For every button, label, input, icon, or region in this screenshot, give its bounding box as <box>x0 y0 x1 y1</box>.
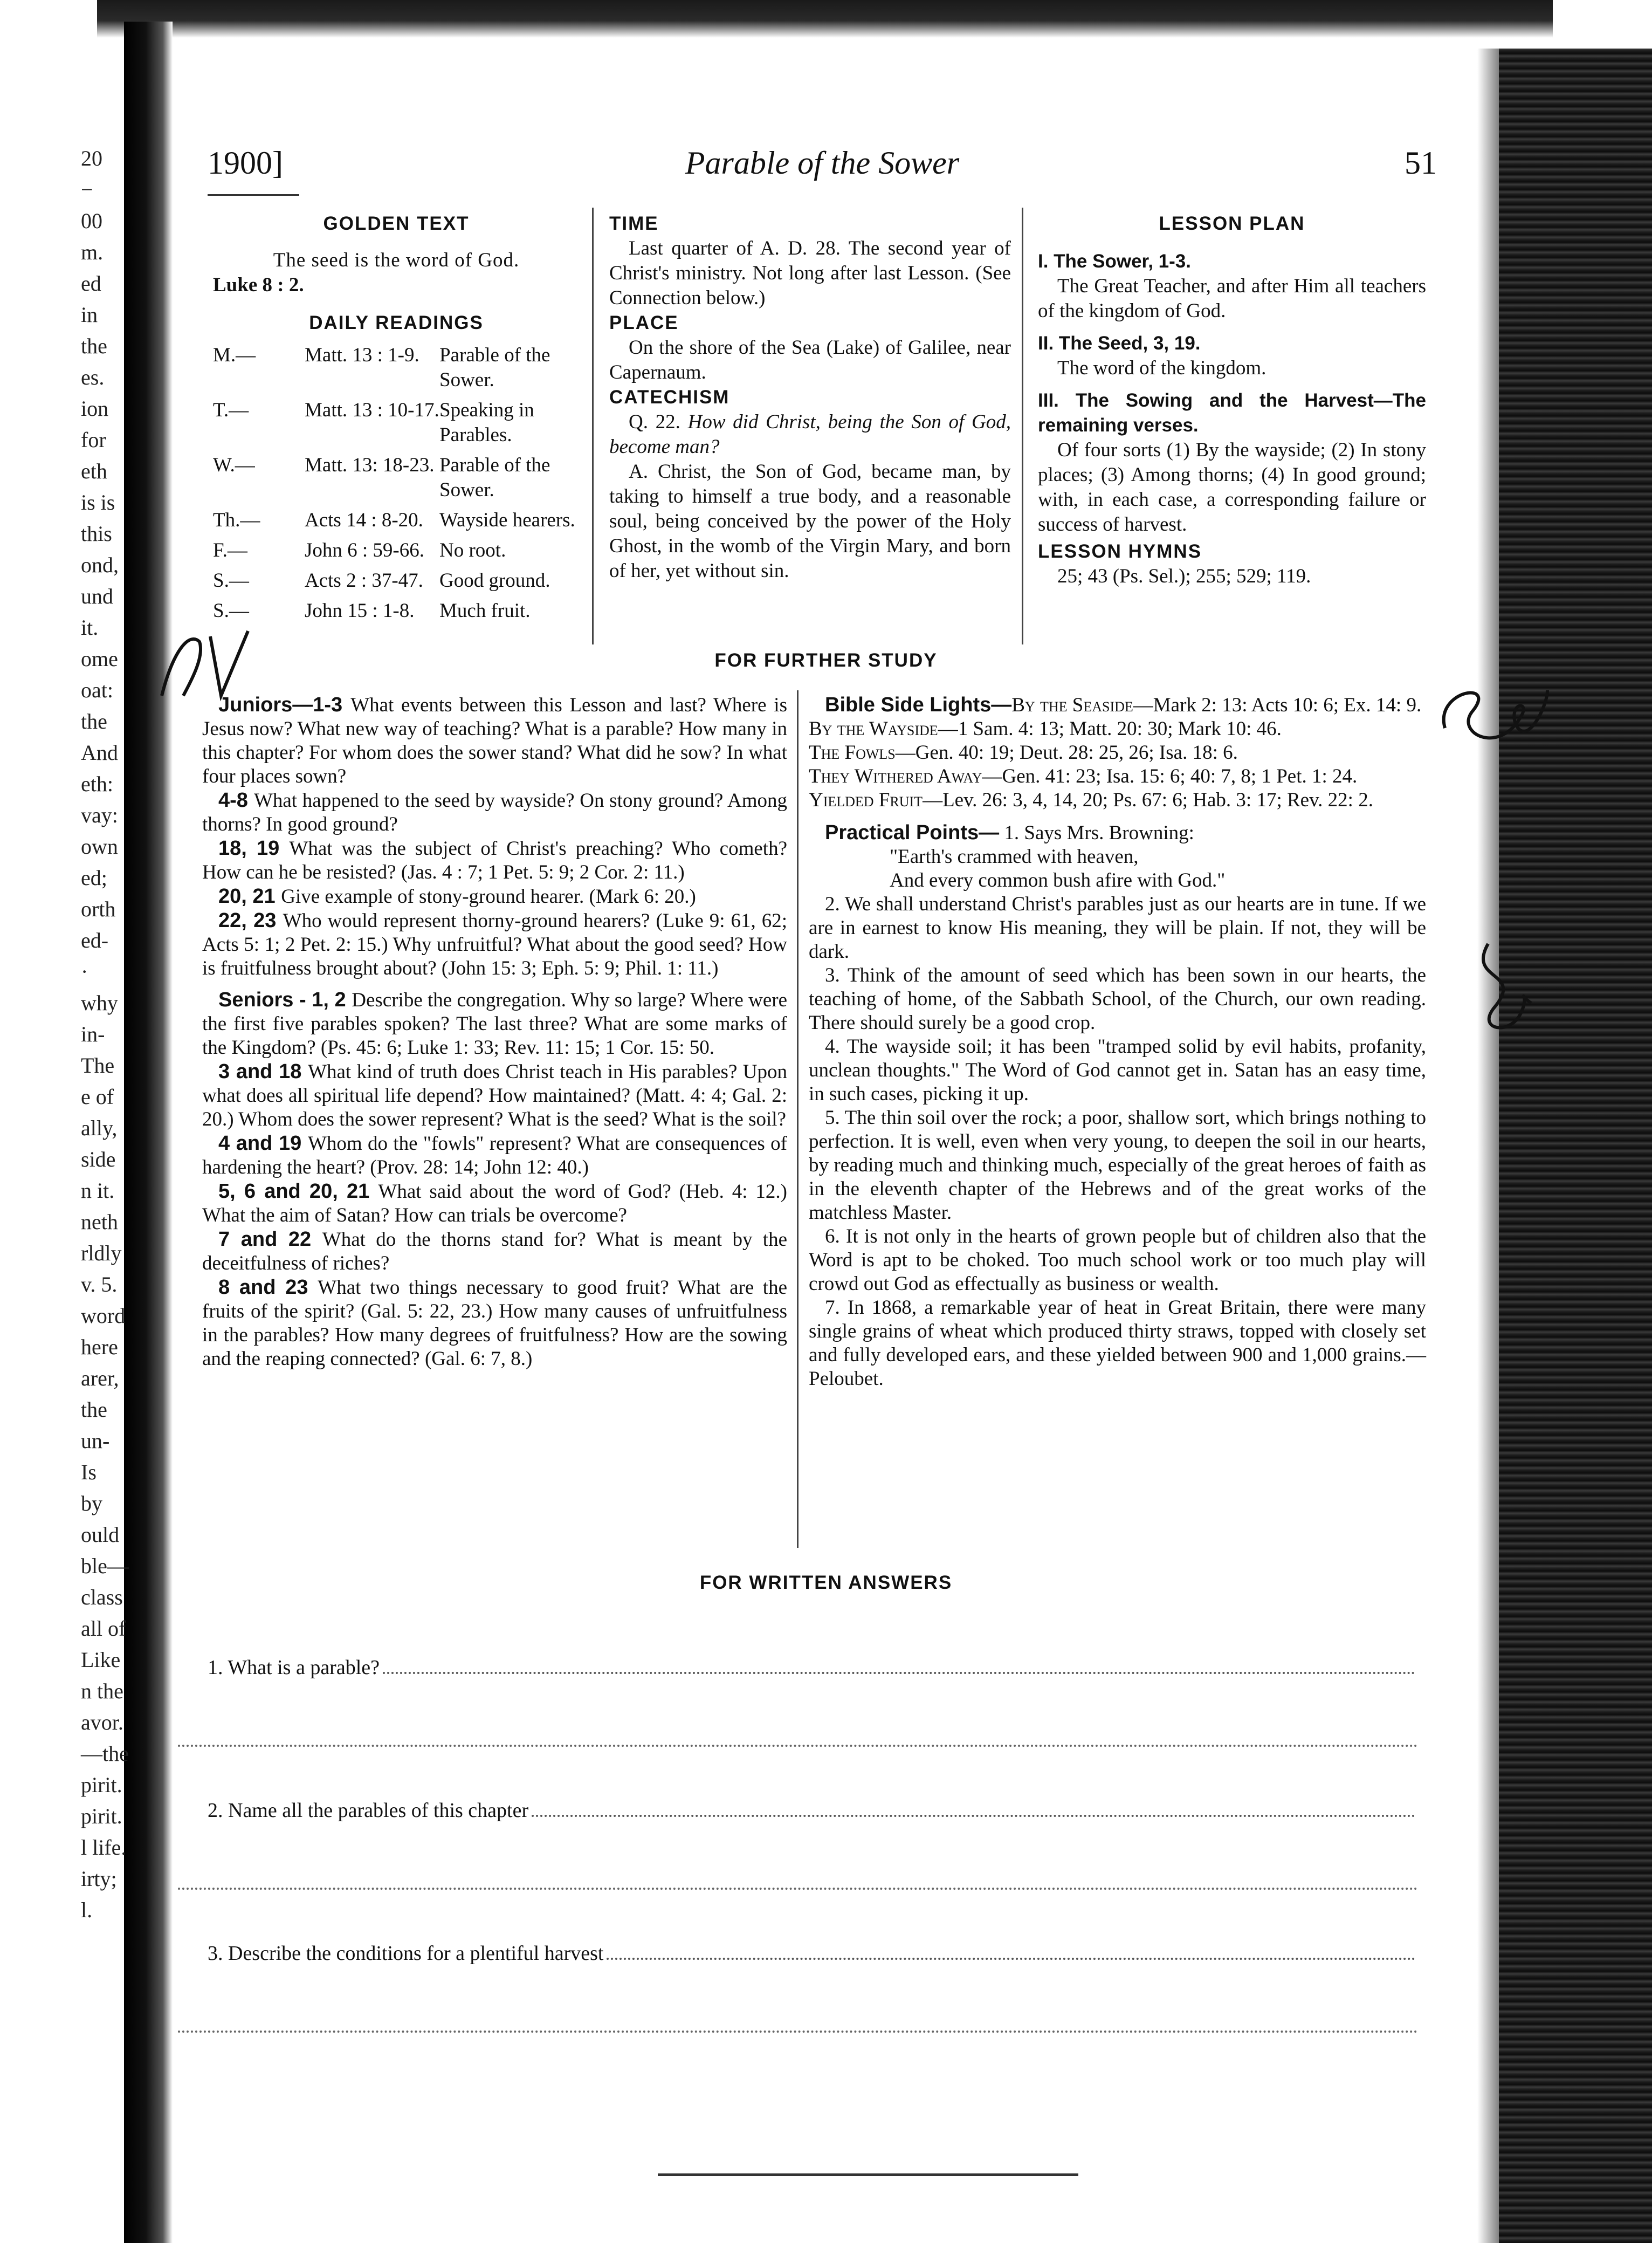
handwritten-stroke <box>1444 690 1547 738</box>
margin-fragment: the <box>81 334 107 358</box>
catechism-heading: CATECHISM <box>609 387 730 408</box>
juniors-text: What events between this Lesson and last? Where is Jesus now? What new way of teaching? What is a parable? How many in this chapter? For whom does the sower stand? What did he sow? In what four places sown? <box>202 694 787 787</box>
side-light-label: By the Wayside <box>809 718 938 740</box>
practical-intro-text: 1. Says Mrs. Browning: <box>1004 822 1194 844</box>
seniors-text: Describe the congregation. Why so large? Where were the first five parables spoken? The last three? What are some marks of the Kingdom? (Ps. 45: 6; Luke 1: 33; Rev. 11: 15; 1 Cor. 15: 50. <box>202 989 788 1059</box>
header-rule <box>208 194 299 196</box>
side-light-label: They Withered Away <box>809 765 982 787</box>
side-light-label: By the Seaside <box>1011 694 1133 716</box>
practical-quote-2: And every common bush afire with God." <box>890 869 1226 891</box>
written-question-1[interactable] <box>208 1656 1415 1679</box>
reading-ref: Acts 2 : 37-47. <box>305 570 423 592</box>
margin-fragment: neth <box>81 1210 118 1234</box>
juniors-seniors-column <box>202 693 787 1371</box>
answer-line-1[interactable] <box>383 1672 1415 1674</box>
daily-reading-item <box>213 599 580 623</box>
daily-reading-item <box>213 398 580 448</box>
margin-fragment: orth <box>81 897 116 921</box>
margin-fragment: ome <box>81 647 118 671</box>
practical-points-list <box>809 893 1426 1391</box>
margin-fragment: avor. <box>81 1710 123 1734</box>
lesson-plan-heading: LESSON PLAN <box>1159 213 1305 234</box>
margin-fragment: ble— <box>81 1554 129 1578</box>
margin-fragment: n it. <box>81 1178 115 1203</box>
bottom-rule <box>658 2173 1078 2176</box>
juniors-lead: 22, 23 <box>218 909 283 932</box>
daily-readings-heading: DAILY READINGS <box>309 312 484 333</box>
reading-day: W.— <box>213 454 255 476</box>
margin-fragment: class <box>81 1585 123 1609</box>
margin-fragment: The <box>81 1053 115 1078</box>
daily-reading-item <box>213 538 580 563</box>
juniors-lead: Juniors—1-3 <box>218 694 351 716</box>
seniors-item <box>202 1179 787 1227</box>
margin-fragment: ally, <box>81 1116 118 1140</box>
margin-fragment: Like <box>81 1648 121 1672</box>
seniors-lead: 4 and 19 <box>218 1132 308 1155</box>
margin-fragment: rldly <box>81 1241 122 1265</box>
seniors-item <box>202 1060 787 1131</box>
lesson-plan-section-text: Of four sorts (1) By the wayside; (2) In stony places; (3) Among thorns; (4) In good ground; with, in each case, a corresponding failure or success of harvest. <box>1038 439 1426 536</box>
reading-ref: Matt. 13 : 1-9. <box>305 344 419 366</box>
side-light-item <box>809 742 1238 764</box>
margin-fragment: e of <box>81 1085 114 1109</box>
place-text: On the shore of the Sea (Lake) of Galilee, near Capernaum. <box>609 337 1011 383</box>
handwritten-stroke <box>162 631 248 696</box>
reading-ref: John 15 : 1-8. <box>305 600 415 622</box>
margin-fragment: m. <box>81 240 104 264</box>
side-light-refs: —Gen. 40: 19; Deut. 28: 25, 26; Isa. 18: 6. <box>895 742 1238 764</box>
scan-edge-top <box>97 0 1553 38</box>
practical-quote-1: "Earth's crammed with heaven, <box>890 846 1139 868</box>
written-answers-heading: FOR WRITTEN ANSWERS <box>699 1572 953 1593</box>
seniors-lead: 8 and 23 <box>218 1276 318 1299</box>
margin-fragment: eth: <box>81 772 113 796</box>
written-question-3-text: 3. Describe the conditions for a plentiful harvest <box>208 1942 604 1965</box>
margin-fragment: n the <box>81 1679 123 1703</box>
side-light-item <box>1011 694 1421 716</box>
catechism-answer: A. Christ, the Son of God, became man, by taking to himself a true body, and a reasonable soul, being conceived by the power of the Holy Ghost, in the womb of the Virgin Mary, and born of her, yet without sin. <box>609 461 1011 582</box>
margin-fragment: own <box>81 834 118 859</box>
place-heading: PLACE <box>609 312 679 333</box>
margin-fragment: oat: <box>81 678 113 702</box>
margin-fragment: And <box>81 740 118 765</box>
practical-point: 2. We shall understand Christ's parables just as our hearts are in tune. If we are in earnest to know His meaning, they will be plain. If not, they will be dark. <box>809 893 1426 963</box>
seniors-item <box>202 1227 787 1275</box>
side-light-item <box>809 765 1357 787</box>
seniors-text: What kind of truth does Christ teach in His parables? Upon what does all spiritual life depend? How maintained? (Matt. 4: 4; Gal. 2: 20.) Whom does the sower represent? What is the seed? What is the soil? <box>202 1061 787 1130</box>
answer-line-3b[interactable] <box>178 2031 1418 2033</box>
margin-fragment: es. <box>81 365 105 389</box>
practical-lead: Practical Points— <box>825 821 1000 844</box>
reading-day: T.— <box>213 399 249 421</box>
margin-fragment: the <box>81 709 107 733</box>
daily-readings-list <box>213 343 580 623</box>
margin-fragment: l life. <box>81 1835 127 1860</box>
written-question-2-text: 2. Name all the parables of this chapter <box>208 1799 529 1822</box>
margin-fragment: pirit. <box>81 1773 122 1797</box>
margin-fragment: the <box>81 1397 107 1422</box>
answer-line-1b[interactable] <box>178 1745 1418 1747</box>
further-study-heading: FOR FURTHER STUDY <box>714 650 938 671</box>
time-text: Last quarter of A. D. 28. The second year of Christ's ministry. Not long after last Lesson. (See Connection below.) <box>609 237 1011 309</box>
reading-text: Parable of the Sower. <box>439 454 550 501</box>
handwritten-mark-right-1 <box>1423 647 1553 771</box>
reading-text: Much fruit. <box>439 600 531 622</box>
catechism-question-number: Q. 22. <box>629 411 680 433</box>
margin-fragment: − <box>81 177 93 202</box>
written-question-1-text: 1. What is a parable? <box>208 1656 380 1679</box>
margin-fragment: word <box>81 1304 126 1328</box>
answer-line-2b[interactable] <box>178 1888 1418 1890</box>
seniors-item <box>202 1131 787 1179</box>
reading-ref: John 6 : 59-66. <box>305 539 424 561</box>
side-lights-lead: Bible Side Lights— <box>825 694 1012 716</box>
side-light-refs: —Mark 2: 13: Acts 10: 6; Ex. 14: 9. <box>1133 694 1422 716</box>
juniors-text: What was the subject of Christ's preaching? Who cometh? How can he be resisted? (Jas. 4 : 7; 1 Pet. 5: 9; 2 Cor. 2: 11.) <box>202 838 787 883</box>
juniors-lead: 4-8 <box>218 789 254 812</box>
column-divider-3 <box>797 690 799 1548</box>
reading-day: S.— <box>213 600 249 622</box>
reading-day: S.— <box>213 570 249 592</box>
seniors-text: What said about the word of God? (Heb. 4: 12.) What the aim of Satan? How can trials be overcome? <box>202 1181 788 1226</box>
seniors-text: Whom do the "fowls" represent? What are consequences of hardening the heart? (Prov. 28: 14; John 12: 40.) <box>202 1133 787 1178</box>
margin-fragment: l. <box>81 1898 93 1922</box>
margin-fragment: un- <box>81 1429 110 1453</box>
time-heading: TIME <box>609 213 659 234</box>
margin-fragment: 20 <box>81 146 102 170</box>
side-lights <box>809 693 1426 812</box>
lesson-plan-column <box>1038 211 1426 589</box>
reading-ref: Acts 14 : 8-20. <box>305 509 423 531</box>
practical-point: 7. In 1868, a remarkable year of heat in Great Britain, there were many single grains of wheat which produced thirty straws, topped with closely set and fully developed ears, and these yielded between 900 and 1,000 grains.—Peloubet. <box>809 1297 1426 1390</box>
margin-fragment: · <box>81 959 88 984</box>
column-divider-2 <box>1022 208 1023 644</box>
margin-fragment: all of <box>81 1616 126 1641</box>
juniors-text: Who would represent thorny-ground hearers? (Luke 9: 61, 62; Acts 5: 1; 2 Pet. 2: 15.) Why unfruitful? What about the good seed? How is fruitfulness brought about? (John 15: 3; Eph. 5: 9; Phil. 1: 11.) <box>202 910 787 979</box>
seniors-item <box>202 1275 787 1371</box>
practical-point: 5. The thin soil over the rock; a poor, shallow sort, which brings nothing to perfection. It is well, even when very young, to deepen the soil in our hearts, by reading much and thinking much, especially of the great heroes of faith as in the eleventh chapter of the Hebrews and of the great works of the matchless Master. <box>809 1107 1426 1224</box>
margin-fragment: this <box>81 522 112 546</box>
reading-day: M.— <box>213 344 256 366</box>
margin-fragment: is is <box>81 490 115 515</box>
practical-points <box>809 821 1426 1391</box>
side-light-refs: —1 Sam. 4: 13; Matt. 20: 30; Mark 10: 46. <box>938 718 1282 740</box>
juniors-item <box>202 788 787 836</box>
answer-line-3[interactable] <box>607 1958 1415 1960</box>
seniors-section <box>202 988 787 1371</box>
reading-text: Parable of the Sower. <box>439 344 550 391</box>
side-light-item <box>809 789 1373 811</box>
side-light-refs: —Lev. 26: 3, 4, 14, 20; Ps. 67: 6; Hab. 3: 17; Rev. 22: 2. <box>923 789 1373 811</box>
margin-fragment: why <box>81 991 118 1015</box>
seniors-lead: 3 and 18 <box>218 1060 308 1083</box>
daily-reading-item <box>213 568 580 593</box>
side-light-item <box>809 718 1282 740</box>
handwritten-mark-right-2 <box>1456 917 1542 1041</box>
lesson-plan-sections <box>1038 249 1426 537</box>
reading-ref: Matt. 13 : 10-17. <box>305 399 439 421</box>
side-light-label: Yielded Fruit <box>809 789 923 811</box>
practical-point: 4. The wayside soil; it has been "tramped solid by evil habits, profanity, unclean thoughts." The Word of God cannot get in. Satan has an easy time, in such cases, picking it up. <box>809 1035 1426 1105</box>
golden-text-column <box>213 211 580 629</box>
reading-ref: Matt. 13: 18-23. <box>305 454 435 476</box>
daily-reading-item <box>213 508 580 533</box>
daily-reading-item <box>213 343 580 393</box>
margin-fragment: by <box>81 1491 102 1515</box>
page-number: 51 <box>1405 145 1437 181</box>
written-question-3[interactable] <box>208 1942 1415 1965</box>
time-place-column <box>609 211 1011 584</box>
juniors-item <box>202 909 787 980</box>
catechism-question-text: How did Christ, being the Son of God, become man? <box>609 411 1011 458</box>
seniors-item <box>202 988 787 1060</box>
seniors-text: What two things necessary to good fruit? What are the fruits of the spirit? (Gal. 5: 22, 23.) How many causes of unfruitfulness in the parables? How many degrees of fruitfulness? How are the sowing and the reaping connected? (Gal. 6: 7, 8.) <box>202 1277 787 1370</box>
side-light-refs: —Gen. 41: 23; Isa. 15: 6; 40: 7, 8; 1 Pet. 1: 24. <box>982 765 1358 787</box>
scan-edge-right <box>1499 49 1652 2243</box>
reading-day: F.— <box>213 539 247 561</box>
margin-fragment: irty; <box>81 1867 117 1891</box>
golden-text: The seed is the word of God. <box>273 249 520 271</box>
juniors-lead: 18, 19 <box>218 837 290 860</box>
margin-fragment: ed; <box>81 866 107 890</box>
lesson-plan-section-title: III. The Sowing and the Harvest—The remaining verses. <box>1038 390 1426 436</box>
header-title: Parable of the Sower <box>685 145 960 181</box>
margin-fragment: here <box>81 1335 118 1359</box>
margin-fragment: ion <box>81 396 109 421</box>
lesson-plan-section-text: The word of the kingdom. <box>1057 357 1266 379</box>
margin-fragment: ond, <box>81 553 119 577</box>
margin-fragment: in <box>81 303 98 327</box>
margin-fragment: arer, <box>81 1366 119 1390</box>
golden-text-heading: GOLDEN TEXT <box>323 213 470 234</box>
handwritten-mark-left <box>151 620 259 706</box>
column-divider-1 <box>592 208 594 644</box>
seniors-text: What do the thorns stand for? What is meant by the deceitfulness of riches? <box>202 1229 787 1274</box>
lesson-hymns-text: 25; 43 (Ps. Sel.); 255; 529; 119. <box>1057 565 1311 587</box>
reading-text: Good ground. <box>439 570 550 592</box>
seniors-lead: 5, 6 and 20, 21 <box>218 1180 378 1203</box>
juniors-section <box>202 693 787 980</box>
reading-day: Th.— <box>213 509 260 531</box>
margin-fragment: 00 <box>81 209 102 233</box>
reading-text: Speaking in Parables. <box>439 399 534 446</box>
margin-fragment: side <box>81 1147 116 1171</box>
lesson-plan-section-title: II. The Seed, 3, 19. <box>1038 333 1201 354</box>
margin-fragment: —the <box>81 1741 129 1766</box>
lesson-hymns-heading: LESSON HYMNS <box>1038 541 1202 562</box>
margin-fragment: ed <box>81 271 101 296</box>
scan-edge-left <box>124 22 173 2243</box>
juniors-text: What happened to the seed by wayside? On stony ground? Among thorns? In good ground? <box>202 790 787 835</box>
side-lights-column <box>809 693 1426 1391</box>
juniors-item <box>202 693 787 788</box>
juniors-item <box>202 884 787 909</box>
margin-fragment: it. <box>81 615 99 640</box>
margin-fragment: ed- <box>81 928 109 952</box>
golden-text-ref: Luke 8 : 2. <box>213 274 304 296</box>
handwritten-stroke <box>1483 944 1531 1027</box>
margin-fragment: Is <box>81 1460 97 1484</box>
daily-reading-item <box>213 453 580 503</box>
reading-text: Wayside hearers. <box>439 509 575 531</box>
header-year: 1900] <box>208 145 283 181</box>
juniors-item <box>202 836 787 884</box>
margin-fragment: eth <box>81 459 107 483</box>
margin-fragment: v. 5. <box>81 1272 118 1297</box>
juniors-lead: 20, 21 <box>218 885 281 908</box>
answer-line-2[interactable] <box>532 1815 1415 1817</box>
seniors-lead: 7 and 22 <box>218 1228 322 1251</box>
catechism-question <box>609 410 1011 459</box>
seniors-lead: Seniors - 1, 2 <box>218 989 352 1011</box>
juniors-text: Give example of stony-ground hearer. (Mark 6: 20.) <box>281 886 696 908</box>
lesson-plan-section-title: I. The Sower, 1-3. <box>1038 251 1191 272</box>
practical-intro <box>809 821 1426 845</box>
margin-fragment: und <box>81 584 113 608</box>
practical-point: 6. It is not only in the hearts of grown people but of children also that the Word is apt to be choked. Too much school work or too much play will crowd out God as effectually as business or wealth. <box>809 1225 1426 1295</box>
margin-fragment: pirit. <box>81 1804 122 1828</box>
margin-fragment: ould <box>81 1522 120 1547</box>
running-header <box>208 145 1437 188</box>
practical-point: 3. Think of the amount of seed which has been sown in our hearts, the teaching of home, of the Sabbath School, of the Church, our own reading. There should surely be a good crop. <box>809 964 1426 1034</box>
margin-fragment: for <box>81 428 106 452</box>
margin-fragment: in- <box>81 1022 105 1046</box>
reading-text: No root. <box>439 539 506 561</box>
side-light-label: The Fowls <box>809 742 896 764</box>
lesson-plan-section-text: The Great Teacher, and after Him all teachers of the kingdom of God. <box>1038 275 1426 322</box>
written-question-2[interactable] <box>208 1799 1415 1822</box>
margin-fragment: vay: <box>81 803 118 827</box>
